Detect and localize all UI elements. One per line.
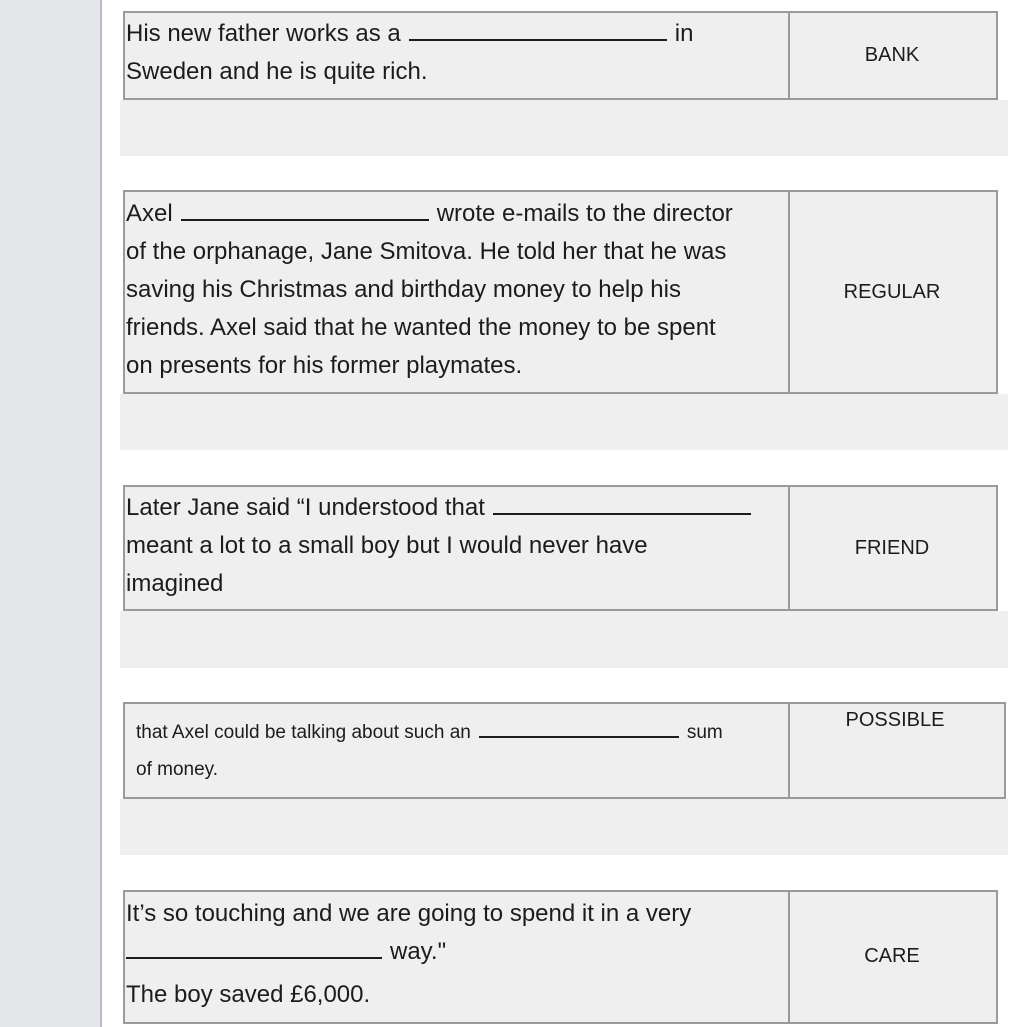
answer-blank-5[interactable] [126, 935, 382, 959]
sentence-line: The boy saved £6,000. [126, 981, 371, 1008]
sentence-line: friends. Axel said that he wanted the money to be spent [126, 314, 716, 341]
sentence-line: Axel wrote e-mails to the director [126, 195, 733, 233]
prompt-word-1: BANK [864, 44, 920, 66]
sentence-line: way." [126, 933, 446, 971]
answer-blank-4[interactable] [479, 718, 679, 738]
spacer-row [120, 100, 1008, 156]
spacer-row [120, 611, 1008, 668]
sentence-line: His new father works as a in [126, 15, 693, 53]
answer-blank-3[interactable] [493, 491, 751, 515]
answer-blank-1[interactable] [409, 17, 667, 41]
prompt-word-5: CARE [864, 945, 920, 967]
spacer-row [120, 394, 1008, 450]
prompt-word-3: FRIEND [854, 537, 930, 559]
sentence-line: meant a lot to a small boy but I would never have [126, 532, 648, 559]
sentence-line: imagined [126, 570, 224, 597]
answer-blank-2[interactable] [181, 197, 429, 221]
sentence-line: saving his Christmas and birthday money to help his [126, 276, 681, 303]
spacer-row [120, 799, 1008, 855]
sentence-line: that Axel could be talking about such an sum [136, 715, 723, 751]
sentence-line: of the orphanage, Jane Smitova. He told her that he was [126, 238, 727, 265]
sentence-line: Later Jane said “I understood that [126, 489, 759, 527]
sentence-line: It’s so touching and we are going to spend it in a very [126, 900, 692, 927]
sentence-line: of money. [136, 759, 219, 780]
sentence-line: Sweden and he is quite rich. [126, 58, 428, 85]
prompt-word-4: POSSIBLE [845, 709, 945, 731]
prompt-word-2: REGULAR [843, 281, 941, 303]
left-sidebar [0, 0, 100, 1027]
sentence-line: on presents for his former playmates. [126, 352, 523, 379]
